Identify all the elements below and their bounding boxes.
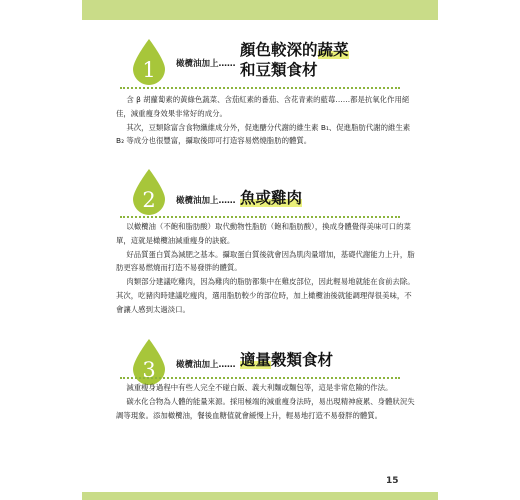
body-paragraph: 減重瘦身過程中有些人完全不碰白飯、義大利麵或麵包等，這是非常危險的作法。 — [126, 383, 393, 392]
top-color-band — [82, 0, 438, 20]
number-drop-icon — [130, 38, 168, 86]
dotted-divider — [120, 87, 400, 89]
number-drop-icon — [130, 168, 168, 216]
section-body — [116, 220, 416, 317]
bottom-color-band — [82, 492, 438, 500]
page-number: 15 — [386, 476, 399, 486]
heading-highlight: 魚或雞肉 — [240, 189, 303, 207]
body-paragraph: 含 β 胡蘿蔔素的黃綠色蔬菜、含茄紅素的番茄、含花青素的藍莓……都是抗氧化作用絕佳，減重瘦身效果非常好的成分。 — [116, 95, 410, 118]
section-prefix: 橄欖油加上…… — [176, 360, 236, 370]
section-body — [116, 93, 416, 148]
heading-text: 穀類食材 — [271, 351, 334, 369]
dotted-divider — [120, 216, 400, 218]
section-1 — [0, 30, 520, 160]
section-2 — [0, 168, 520, 328]
heading-highlight: 適量 — [240, 351, 272, 369]
body-paragraph: 肉類部分建議吃雞肉，因為雞肉的脂肪都集中在雞皮部位，因此輕易地就能在食前去除。其次，吃豬肉時建議吃瘦肉，選用脂肪較少的部位時，加上橄欖油後就能調理得很美味，不會讓人感到太過淡口。 — [116, 277, 415, 314]
section-number: 3 — [142, 358, 156, 382]
body-paragraph: 好品質蛋白質為減肥之基本。攝取蛋白質後就會因為肌肉量增加，基礎代謝能力上升，脂肪更容易燃燒而打造不易發胖的體質。 — [116, 249, 415, 273]
body-paragraph: 其次，豆類除富含食物纖維成分外，促進醣分代謝的維生素 B₁、促進脂肪代謝的維生素 B₂ 等成分也很豐富，攝取後即可打造容易燃燒脂肪的體質。 — [116, 122, 411, 146]
section-number: 2 — [142, 188, 156, 212]
section-heading — [240, 188, 302, 208]
dotted-divider — [120, 377, 400, 379]
section-body — [116, 381, 416, 422]
section-prefix: 橄欖油加上…… — [176, 59, 236, 69]
heading-text-line2: 和豆類食材 — [240, 61, 318, 79]
heading-text: 顏色較深的 — [240, 41, 318, 59]
body-paragraph: 以橄欖油（不飽和脂肪酸）取代動物性脂肪（飽和脂肪酸），換成身體覺得美味可口的菜單，這就是橄欖油減重瘦身的訣竅。 — [116, 222, 411, 245]
section-heading — [240, 350, 333, 370]
section-3 — [0, 338, 520, 468]
heading-highlight: 蔬菜 — [317, 41, 349, 59]
section-heading — [240, 40, 349, 80]
body-paragraph: 碳水化合物為人體的能量來源。採用極端的減重瘦身法時，易出現精神疲累、身體狀況失調等現象。添加橄欖油，餐後血糖值就會緩慢上升，輕易地打造不易發胖的體質。 — [116, 396, 415, 420]
section-number: 1 — [142, 58, 156, 82]
section-prefix: 橄欖油加上…… — [176, 196, 236, 206]
